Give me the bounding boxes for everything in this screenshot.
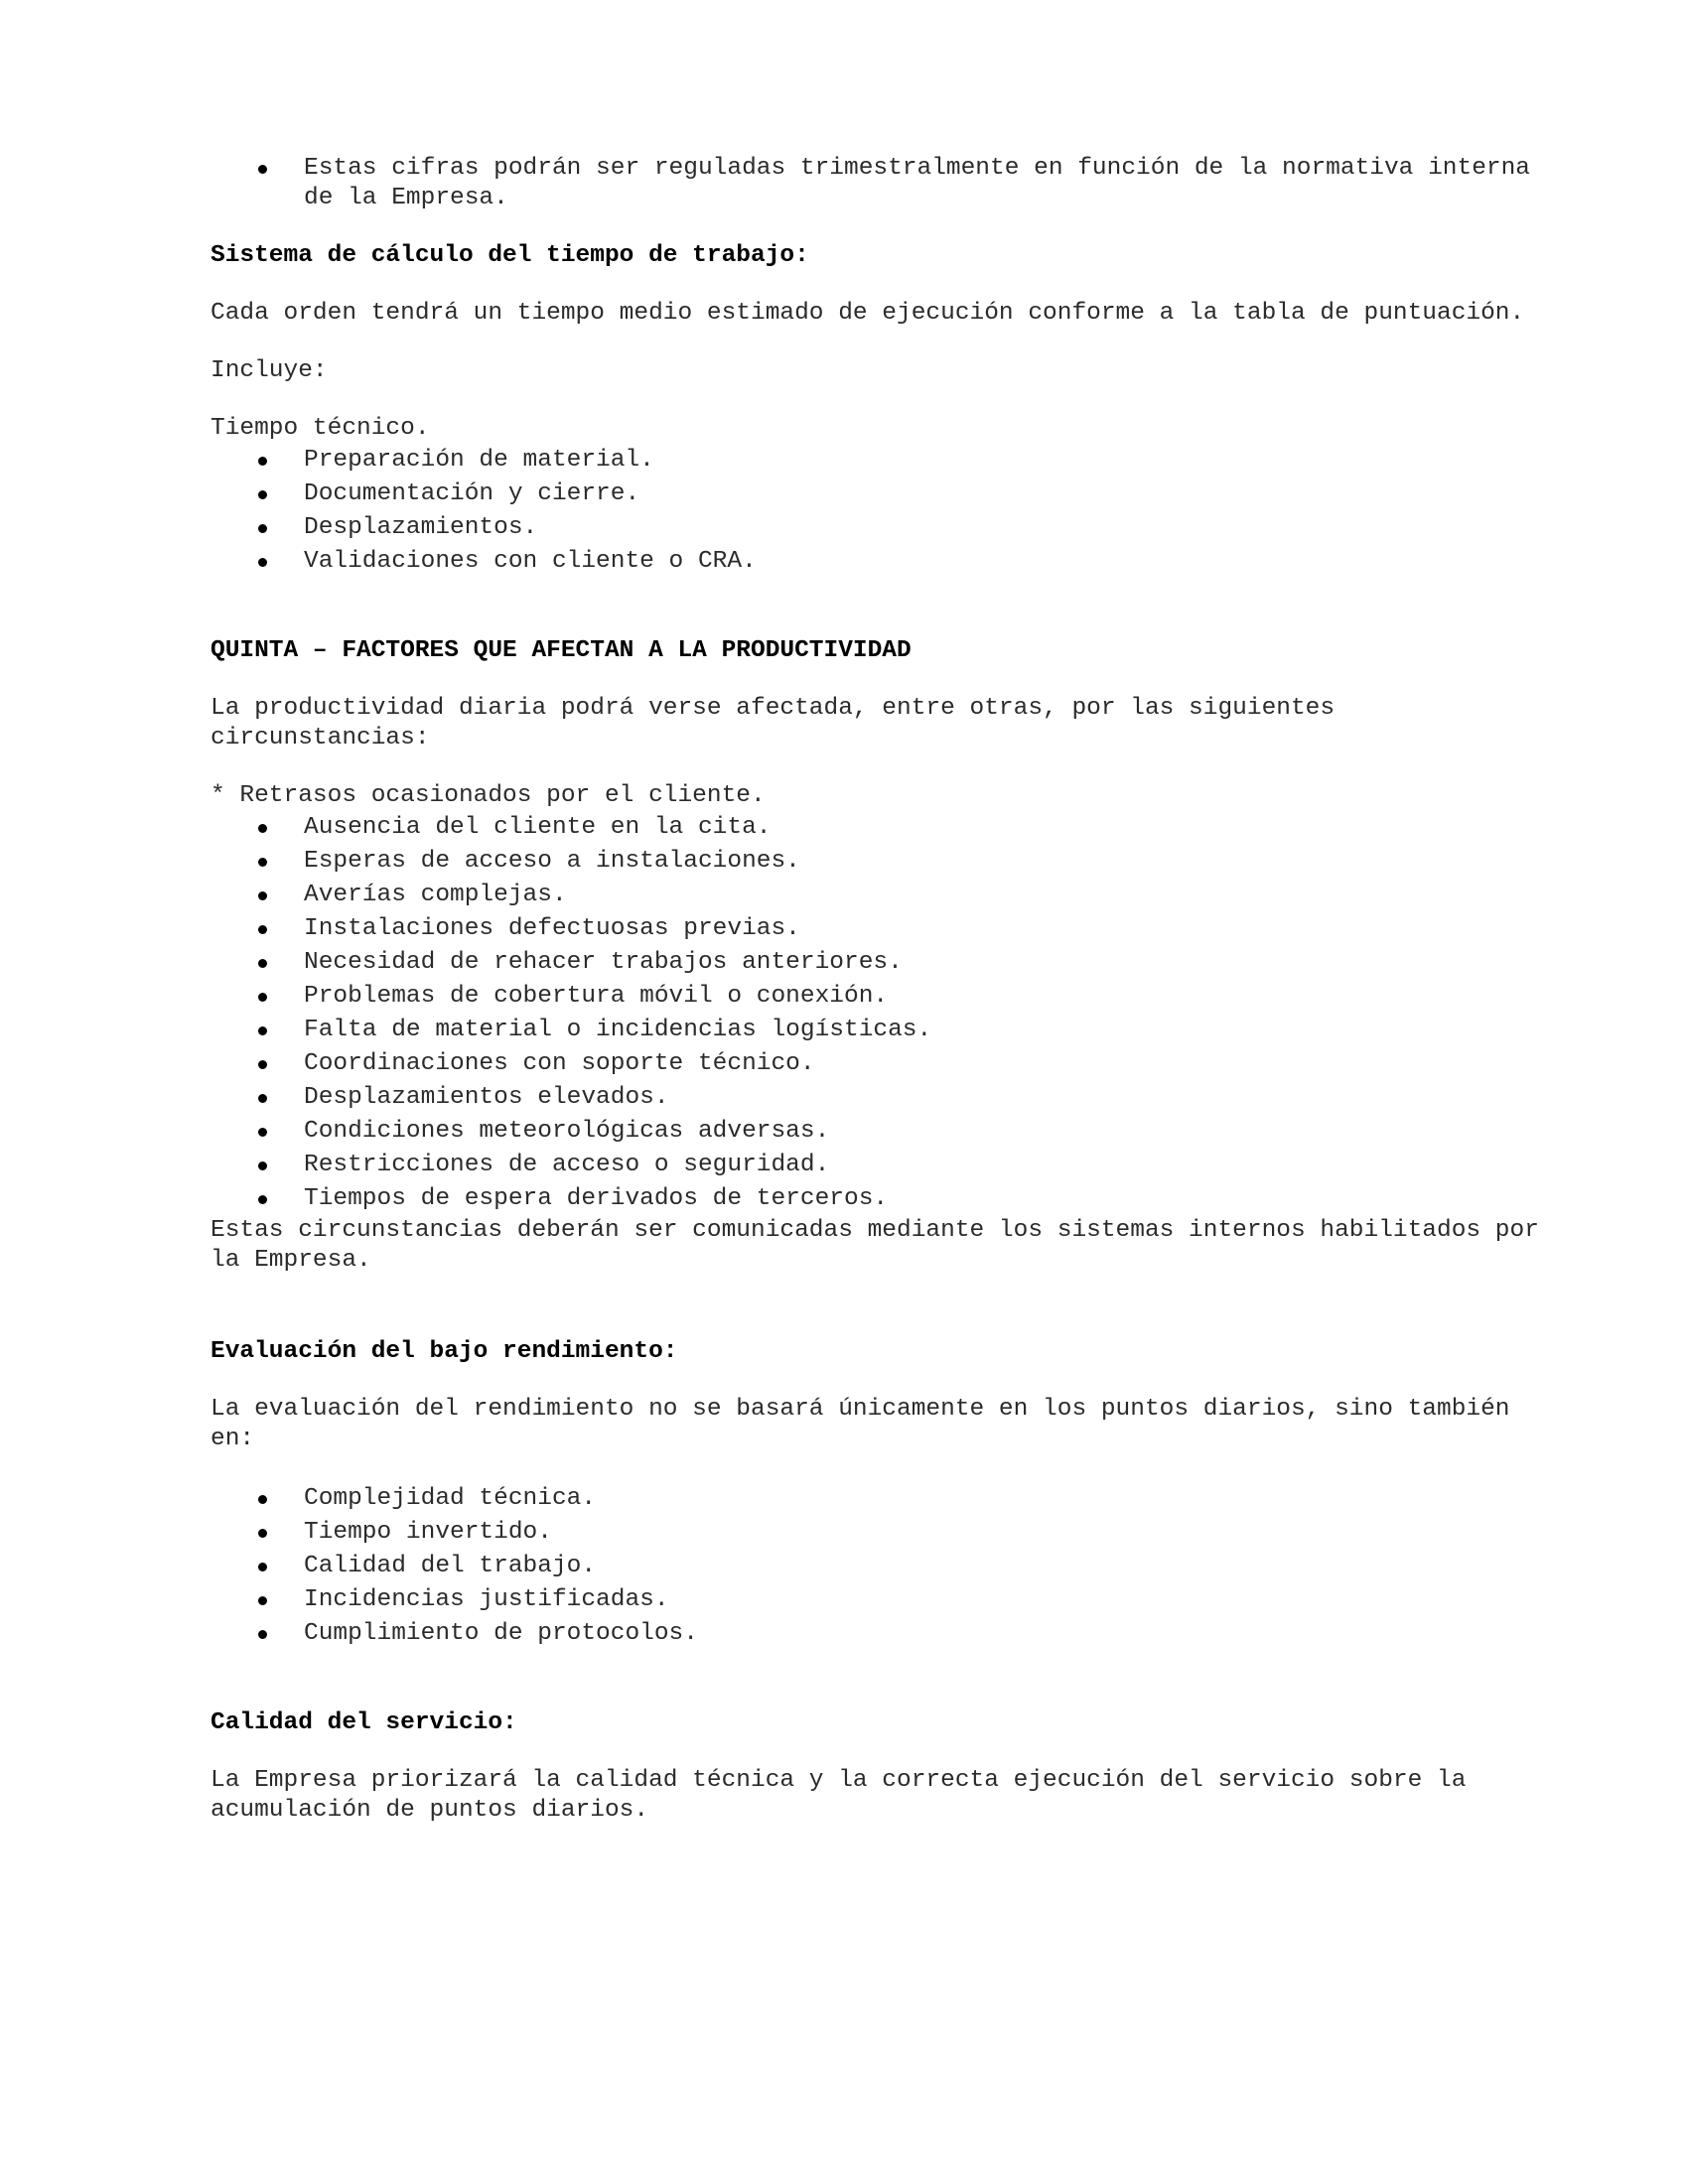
bullet-icon: [258, 1060, 267, 1069]
document-page: [211, 154, 1561, 1826]
bullet-icon: [258, 558, 267, 567]
section-heading-calidad: Calidad del servicio:: [211, 1709, 517, 1736]
bullet-icon: [258, 1094, 267, 1103]
calculo-item-list: [211, 444, 1561, 579]
bullet-icon: [258, 925, 267, 934]
list-item: Desplazamientos elevados.: [211, 1081, 1561, 1115]
list-item: Condiciones meteorológicas adversas.: [211, 1115, 1561, 1149]
list-item: Cumplimiento de protocolos.: [211, 1617, 1561, 1651]
list-item: Esperas de acceso a instalaciones.: [211, 845, 1561, 879]
bullet-icon: [258, 1026, 267, 1035]
list-item: Tiempos de espera derivados de terceros.: [211, 1182, 1561, 1216]
bullet-icon: [258, 993, 267, 1002]
list-item: Averías complejas.: [211, 879, 1561, 912]
bullet-icon: [258, 1529, 267, 1538]
list-item: Restricciones de acceso o seguridad.: [211, 1149, 1561, 1182]
paragraph-evaluacion: La evaluación del rendimiento no se basará únicamente en los puntos diarios, sino también en:: [211, 1396, 1525, 1452]
evaluacion-item-list: [211, 1482, 1561, 1651]
list-item: Ausencia del cliente en la cita.: [211, 811, 1561, 845]
list-item: Preparación de material.: [211, 444, 1561, 478]
paragraph-quinta: La productividad diaria podrá verse afectada, entre otras, por las siguientes circunstancias:: [211, 695, 1349, 751]
paragraph-calculo: Cada orden tendrá un tiempo medio estimado de ejecución conforme a la tabla de puntuación.: [211, 300, 1525, 327]
list-lead-item: Tiempo técnico.: [211, 415, 430, 442]
bullet-icon: [258, 524, 267, 533]
bullet-icon: [258, 1630, 267, 1639]
list-item: Necesidad de rehacer trabajos anteriores.: [211, 946, 1561, 980]
list-lead-item: * Retrasos ocasionados por el cliente.: [211, 782, 766, 809]
bullet-icon: [258, 858, 267, 867]
quinta-item-list: [211, 811, 1561, 1216]
list-item: Desplazamientos.: [211, 511, 1561, 545]
bullet-icon: [258, 1195, 267, 1204]
list-item: Calidad del trabajo.: [211, 1550, 1561, 1583]
bullet-icon: [258, 1563, 267, 1571]
bullet-icon: [258, 165, 267, 174]
bullet-icon: [258, 1495, 267, 1504]
bullet-icon: [258, 457, 267, 466]
list-item: Incidencias justificadas.: [211, 1583, 1561, 1617]
top-bullet-list: [211, 154, 1561, 213]
list-item: Falta de material o incidencias logísticas.: [211, 1014, 1561, 1047]
bullet-icon: [258, 490, 267, 499]
list-item: Estas cifras podrán ser reguladas trimestralmente en función de la normativa interna de la Empresa.: [211, 154, 1561, 213]
list-item: Tiempo invertido.: [211, 1516, 1561, 1550]
incluye-label: Incluye:: [211, 357, 328, 384]
bullet-icon: [258, 1596, 267, 1605]
bullet-icon: [258, 891, 267, 900]
list-item: Documentación y cierre.: [211, 478, 1561, 511]
bullet-icon: [258, 1161, 267, 1170]
bullet-icon: [258, 959, 267, 968]
list-item: Problemas de cobertura móvil o conexión.: [211, 980, 1561, 1014]
section-heading-evaluacion: Evaluación del bajo rendimiento:: [211, 1338, 678, 1365]
list-item: Complejidad técnica.: [211, 1482, 1561, 1516]
list-item: Coordinaciones con soporte técnico.: [211, 1047, 1561, 1081]
bullet-icon: [258, 824, 267, 833]
bullet-icon: [258, 1128, 267, 1137]
paragraph-quinta-closing: Estas circunstancias deberán ser comunicadas mediante los sistemas internos habilitados por la Empresa.: [211, 1217, 1554, 1274]
section-heading-quinta: QUINTA – FACTORES QUE AFECTAN A LA PRODUCTIVIDAD: [211, 637, 912, 664]
paragraph-calidad: La Empresa priorizará la calidad técnica y la correcta ejecución del servicio sobre la acumulación de puntos diarios.: [211, 1767, 1481, 1824]
list-item: Instalaciones defectuosas previas.: [211, 912, 1561, 946]
section-heading-calculo: Sistema de cálculo del tiempo de trabajo:: [211, 242, 809, 269]
list-item: Validaciones con cliente o CRA.: [211, 545, 1561, 579]
